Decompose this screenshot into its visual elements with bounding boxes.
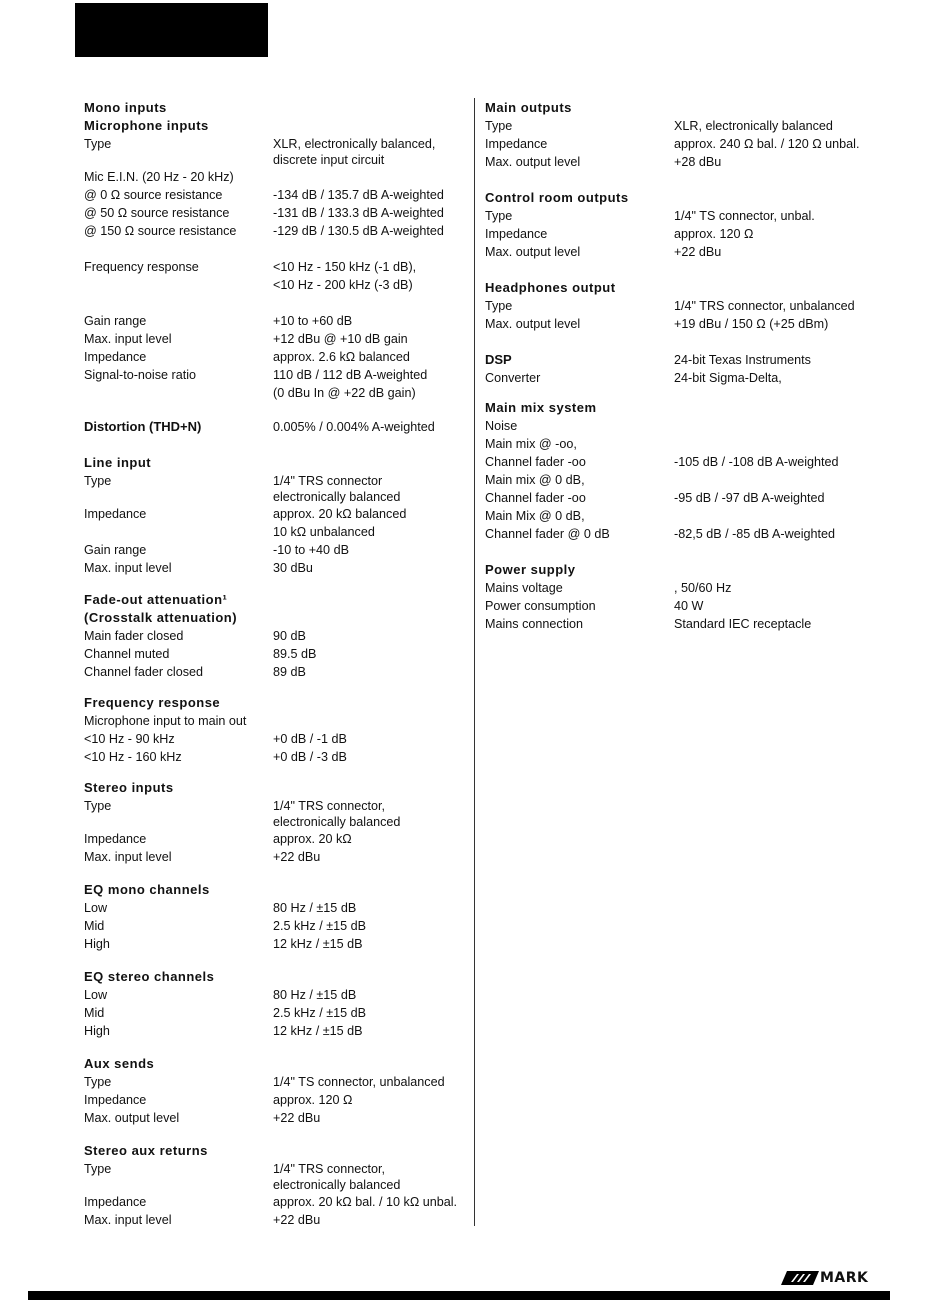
spec-label: Max. input level	[84, 332, 172, 346]
spec-row	[485, 417, 905, 435]
spec-label: DSP	[485, 352, 512, 367]
spec-label: Main mix @ 0 dB,	[485, 473, 585, 487]
spec-row	[485, 471, 905, 489]
spec-value: +22 dBu	[674, 245, 722, 259]
spec-row	[485, 489, 905, 507]
spec-row	[84, 541, 474, 559]
spec-label: Max. output level	[84, 1111, 180, 1125]
spec-section	[485, 561, 905, 633]
section-gap	[84, 436, 474, 454]
section-heading: Mono inputs	[84, 100, 167, 115]
spec-row	[84, 472, 474, 505]
spec-label: Type	[84, 474, 112, 488]
spec-label: Mains connection	[485, 617, 584, 631]
spec-value: approx. 2.6 kΩ balanced	[273, 350, 410, 364]
spec-section	[84, 591, 474, 609]
spec-row	[84, 797, 474, 830]
spec-row	[84, 663, 474, 681]
section-gap	[84, 240, 474, 258]
spec-value: -105 dB / -108 dB A-weighted	[674, 455, 839, 469]
spec-row	[485, 135, 905, 153]
spec-column-left	[84, 99, 474, 1229]
spec-value: +0 dB / -1 dB	[273, 732, 347, 746]
spec-value: +10 to +60 dB	[273, 314, 353, 328]
section-gap	[485, 387, 905, 399]
spec-label: High	[84, 937, 110, 951]
spec-row	[84, 748, 474, 766]
section-heading: Microphone inputs	[84, 118, 209, 133]
spec-section	[485, 279, 905, 333]
section-heading: EQ mono channels	[84, 882, 210, 897]
spec-value: 24-bit Texas Instruments	[674, 353, 811, 367]
spec-row	[84, 627, 474, 645]
spec-row	[84, 348, 474, 366]
spec-section	[84, 1055, 474, 1127]
spec-label: Frequency response	[84, 260, 199, 274]
spec-value: approx. 120 Ω	[674, 227, 754, 241]
spec-label: Impedance	[485, 227, 548, 241]
spec-value: 80 Hz / ±15 dB	[273, 901, 357, 915]
spec-value	[674, 435, 905, 453]
spec-label: @ 0 Ω source resistance	[84, 188, 223, 202]
spec-value: XLR, electronically balanced, discrete input circuit	[273, 137, 436, 167]
spec-row	[485, 453, 905, 471]
brand-logo	[781, 1270, 868, 1286]
spec-value: +12 dBu @ +10 dB gain	[273, 332, 408, 346]
spec-value: XLR, electronically balanced	[674, 119, 833, 133]
spec-value: <10 Hz - 200 kHz (-3 dB)	[273, 278, 413, 292]
spec-section	[84, 609, 474, 681]
spec-label: Impedance	[84, 507, 147, 521]
spec-value: -10 to +40 dB	[273, 543, 349, 557]
spec-value: , 50/60 Hz	[674, 581, 732, 595]
spec-value: approx. 20 kΩ	[273, 832, 352, 846]
spec-label: Mid	[84, 1006, 105, 1020]
spec-label: Noise	[485, 419, 518, 433]
spec-label: Channel fader -oo	[485, 491, 586, 505]
column-divider	[474, 98, 475, 1226]
spec-value: 110 dB / 112 dB A-weighted	[273, 368, 428, 382]
spec-row	[84, 1193, 474, 1211]
spec-row	[84, 830, 474, 848]
spec-label: Main mix @ -oo,	[485, 437, 577, 451]
spec-value: 89 dB	[273, 665, 306, 679]
spec-value: approx. 20 kΩ bal. / 10 kΩ unbal.	[273, 1195, 458, 1209]
spec-row	[84, 135, 474, 168]
spec-row	[84, 312, 474, 330]
spec-label: High	[84, 1024, 110, 1038]
spec-value: 10 kΩ unbalanced	[273, 525, 375, 539]
spec-label: Converter	[485, 371, 541, 385]
spec-row	[84, 366, 474, 384]
spec-label: Main fader closed	[84, 629, 184, 643]
spec-value: 2.5 kHz / ±15 dB	[273, 1006, 367, 1020]
spec-label: Main Mix @ 0 dB,	[485, 509, 585, 523]
spec-label: Channel muted	[84, 647, 170, 661]
spec-value: Standard IEC receptacle	[674, 617, 812, 631]
spec-row	[485, 615, 905, 633]
spec-label: Low	[84, 988, 108, 1002]
spec-row	[485, 315, 905, 333]
spec-row	[485, 435, 905, 453]
section-heading: Frequency response	[84, 695, 221, 710]
spec-section	[485, 99, 905, 171]
spec-row	[84, 712, 474, 730]
spec-row	[84, 204, 474, 222]
spec-row	[485, 117, 905, 135]
spec-value: 2.5 kHz / ±15 dB	[273, 919, 367, 933]
spec-section	[485, 399, 905, 543]
spec-row	[485, 351, 905, 369]
spec-row	[84, 645, 474, 663]
section-heading: EQ stereo channels	[84, 969, 215, 984]
spec-row	[84, 1091, 474, 1109]
section-gap	[84, 1040, 474, 1055]
spec-row	[84, 523, 474, 541]
spec-label: Impedance	[84, 350, 147, 364]
spec-value: (0 dBu In @ +22 dB gain)	[273, 386, 416, 400]
spec-label: Channel fader -oo	[485, 455, 586, 469]
spec-section	[84, 1142, 474, 1229]
spec-value: 30 dBu	[273, 561, 313, 575]
spec-section	[84, 454, 474, 577]
spec-label: Gain range	[84, 314, 147, 328]
spec-row	[485, 525, 905, 543]
spec-row	[84, 222, 474, 240]
spec-label: Max. output level	[485, 245, 581, 259]
spec-label: Signal-to-noise ratio	[84, 368, 197, 382]
section-gap	[84, 766, 474, 779]
spec-label: Type	[485, 299, 513, 313]
spec-label: Type	[485, 209, 513, 223]
section-heading: Line input	[84, 455, 152, 470]
spec-row	[485, 597, 905, 615]
spec-value: +22 dBu	[273, 850, 321, 864]
spec-value: 40 W	[674, 599, 704, 613]
spec-row	[84, 1160, 474, 1193]
spec-label: Microphone input to main out	[84, 714, 247, 728]
spec-section	[84, 117, 474, 240]
mark-logo-icon	[781, 1271, 819, 1285]
spec-value: +22 dBu	[273, 1213, 321, 1227]
spec-label: Gain range	[84, 543, 147, 557]
spec-value: 12 kHz / ±15 dB	[273, 937, 363, 951]
section-heading: Stereo inputs	[84, 780, 174, 795]
spec-label: <10 Hz - 90 kHz	[84, 732, 175, 746]
spec-value: -95 dB / -97 dB A-weighted	[674, 491, 825, 505]
spec-label: Max. input level	[84, 850, 172, 864]
spec-label: Max. output level	[485, 317, 581, 331]
section-heading: Headphones output	[485, 280, 616, 295]
spec-label: @ 50 Ω source resistance	[84, 206, 230, 220]
spec-label: Distortion (THD+N)	[84, 419, 202, 434]
spec-row	[84, 418, 474, 436]
spec-label: Power consumption	[485, 599, 596, 613]
spec-label: Type	[84, 1162, 112, 1176]
spec-value: -131 dB / 133.3 dB A-weighted	[273, 206, 444, 220]
spec-value: 1/4" TRS connector, electronically balanced	[273, 1162, 401, 1192]
spec-value: -82,5 dB / -85 dB A-weighted	[674, 527, 836, 541]
spec-row	[84, 1004, 474, 1022]
spec-value: 89.5 dB	[273, 647, 317, 661]
spec-label: Low	[84, 901, 108, 915]
spec-value: +19 dBu / 150 Ω (+25 dBm)	[674, 317, 829, 331]
spec-row	[84, 330, 474, 348]
spec-value: 1/4" TRS connector, unbalanced	[674, 299, 855, 313]
spec-value	[273, 168, 474, 186]
spec-label: Max. input level	[84, 1213, 172, 1227]
spec-row	[84, 505, 474, 523]
spec-section	[84, 968, 474, 1040]
spec-label: Type	[485, 119, 513, 133]
spec-value: 12 kHz / ±15 dB	[273, 1024, 363, 1038]
spec-row	[84, 186, 474, 204]
spec-row	[485, 243, 905, 261]
spec-row	[485, 579, 905, 597]
spec-row	[84, 1022, 474, 1040]
spec-value	[674, 507, 905, 525]
section-gap	[84, 953, 474, 968]
spec-value	[674, 417, 905, 435]
spec-value: +0 dB / -3 dB	[273, 750, 347, 764]
spec-value: 24-bit Sigma-Delta,	[674, 371, 782, 385]
spec-section	[84, 779, 474, 866]
spec-row	[84, 917, 474, 935]
section-gap	[84, 1127, 474, 1142]
section-heading: (Crosstalk attenuation)	[84, 610, 238, 625]
spec-row	[84, 168, 474, 186]
spec-value: 90 dB	[273, 629, 306, 643]
spec-value: approx. 240 Ω bal. / 120 Ω unbal.	[674, 137, 860, 151]
spec-label: Channel fader closed	[84, 665, 204, 679]
spec-row	[485, 153, 905, 171]
spec-label: Impedance	[84, 832, 147, 846]
spec-label: Type	[84, 1075, 112, 1089]
spec-value	[674, 471, 905, 489]
spec-section	[84, 694, 474, 766]
spec-row	[485, 369, 905, 387]
section-gap	[485, 261, 905, 279]
section-heading: Main mix system	[485, 400, 597, 415]
section-heading: Fade-out attenuation¹	[84, 592, 228, 607]
spec-value: 80 Hz / ±15 dB	[273, 988, 357, 1002]
section-heading: Control room outputs	[485, 190, 629, 205]
spec-row	[84, 1211, 474, 1229]
section-gap	[84, 681, 474, 694]
spec-label: Mid	[84, 919, 105, 933]
spec-section	[485, 351, 905, 387]
section-heading: Aux sends	[84, 1056, 155, 1071]
spec-label: Type	[84, 137, 112, 151]
section-gap	[485, 543, 905, 561]
section-gap	[485, 333, 905, 351]
spec-row	[485, 297, 905, 315]
spec-value: <10 Hz - 150 kHz (-1 dB),	[273, 260, 417, 274]
spec-row	[485, 507, 905, 525]
spec-value: 1/4" TS connector, unbalanced	[273, 1075, 445, 1089]
spec-row	[84, 899, 474, 917]
section-gap	[84, 294, 474, 312]
spec-row	[84, 1109, 474, 1127]
spec-label: Max. output level	[485, 155, 581, 169]
section-heading: Main outputs	[485, 100, 572, 115]
spec-row	[485, 225, 905, 243]
spec-value	[273, 712, 474, 730]
header-block	[75, 3, 268, 57]
spec-value: 1/4" TRS connector electronically balanced	[273, 474, 401, 504]
spec-row	[485, 207, 905, 225]
spec-section	[84, 312, 474, 402]
spec-label	[84, 523, 273, 541]
spec-row	[84, 276, 474, 294]
spec-section	[84, 258, 474, 294]
spec-section	[84, 881, 474, 953]
spec-label: Mains voltage	[485, 581, 563, 595]
spec-section	[84, 99, 474, 117]
spec-label	[84, 276, 273, 294]
section-gap	[84, 402, 474, 418]
spec-value: 0.005% / 0.004% A-weighted	[273, 420, 435, 434]
section-gap	[485, 171, 905, 189]
section-gap	[84, 866, 474, 881]
spec-value: -129 dB / 130.5 dB A-weighted	[273, 224, 444, 238]
spec-row	[84, 935, 474, 953]
spec-label: Impedance	[84, 1093, 147, 1107]
spec-row	[84, 258, 474, 276]
spec-row	[84, 848, 474, 866]
spec-label: Channel fader @ 0 dB	[485, 527, 610, 541]
spec-row	[84, 559, 474, 577]
spec-section	[84, 418, 474, 436]
section-gap	[84, 577, 474, 591]
spec-value: approx. 120 Ω	[273, 1093, 353, 1107]
spec-label: <10 Hz - 160 kHz	[84, 750, 182, 764]
spec-value: +28 dBu	[674, 155, 722, 169]
spec-column-right	[485, 99, 905, 633]
spec-label: Type	[84, 799, 112, 813]
spec-row	[84, 730, 474, 748]
spec-section	[485, 189, 905, 261]
spec-value: -134 dB / 135.7 dB A-weighted	[273, 188, 444, 202]
spec-label: Impedance	[485, 137, 548, 151]
spec-value: 1/4" TS connector, unbal.	[674, 209, 815, 223]
footer-bar	[28, 1291, 890, 1300]
spec-value: 1/4" TRS connector, electronically balanced	[273, 799, 401, 829]
section-heading: Power supply	[485, 562, 576, 577]
spec-row	[84, 1073, 474, 1091]
spec-label: Impedance	[84, 1195, 147, 1209]
spec-label: Mic E.I.N. (20 Hz - 20 kHz)	[84, 170, 234, 184]
spec-row	[84, 384, 474, 402]
section-heading: Stereo aux returns	[84, 1143, 208, 1158]
spec-value: approx. 20 kΩ balanced	[273, 507, 407, 521]
spec-row	[84, 986, 474, 1004]
spec-label: @ 150 Ω source resistance	[84, 224, 237, 238]
spec-label	[84, 384, 273, 402]
spec-label: Max. input level	[84, 561, 172, 575]
brand-name: MARK	[820, 1270, 869, 1286]
spec-value: +22 dBu	[273, 1111, 321, 1125]
